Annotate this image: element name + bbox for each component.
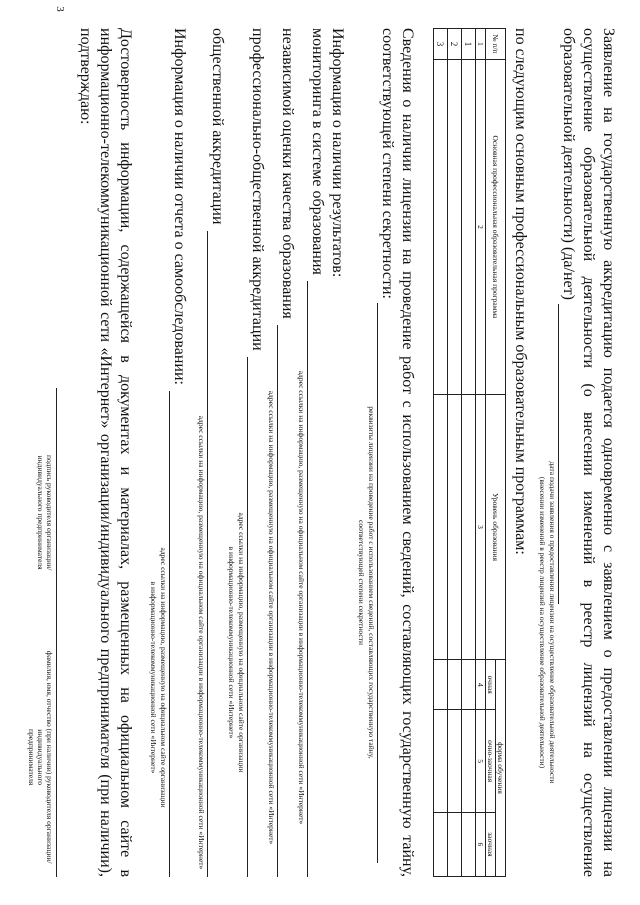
signature-row (27, 28, 57, 877)
signature-field[interactable] (27, 388, 57, 637)
row-num: 3 (434, 29, 448, 60)
extramural-cell[interactable] (434, 812, 448, 876)
license-caption-2: соответствующей степени секретности (357, 520, 366, 645)
col-level: Уровень образования (486, 395, 506, 660)
intro-text (558, 28, 618, 877)
license-field[interactable] (377, 303, 392, 863)
reliability-text: Достоверность информации, содержащейся в документах и материалах, размещенных на официальном сайте в информационно-телекоммуникационной сети «Интернет» организации/индивидуального предпринимателя (при наличии), подтверждаю: (77, 28, 134, 877)
name-field[interactable] (27, 637, 57, 877)
colnum-1: 1 (476, 29, 486, 60)
table-row (434, 29, 448, 877)
result-independent-caption: адрес ссылки на информацию, размещенную на официальном сайте организации в информационно-телекоммуникационной сети «Интернет» (267, 390, 276, 845)
level-cell[interactable] (448, 395, 462, 660)
result-monitoring-field[interactable] (307, 281, 323, 877)
intro-caption-1: дата подачи заявления о предоставлении лицензии на осуществление образовательной деятельности (548, 461, 557, 784)
colnum-5: 5 (476, 710, 486, 812)
self-exam-label: Информация о наличии отчета о самообследовании: (171, 28, 188, 385)
programs-table (433, 28, 506, 877)
intro-answer-field[interactable] (558, 304, 573, 604)
result-professional (227, 28, 267, 877)
license-paragraph: Сведения о наличии лицензии на проведение работ с использованием сведений, составляющих государственную тайну, соответствующей степени секретности: (379, 28, 416, 877)
license-text (377, 28, 417, 877)
col-extramural: заочная (486, 812, 496, 876)
colnum-3: 3 (476, 395, 486, 660)
col-program: Основная профессиональная образовательная программа (486, 60, 506, 395)
result-public (197, 28, 227, 877)
self-exam-block (149, 28, 189, 877)
table-row (448, 29, 462, 877)
signature-caption-1: подпись руководителя организации/ (45, 454, 54, 571)
program-cell[interactable] (434, 60, 448, 395)
colnum-6: 6 (476, 812, 486, 876)
result-monitoring (297, 28, 327, 877)
name-caption-1: фамилия, имя, отчество (при наличии) руководителя организации/индивидуального (36, 650, 54, 864)
part-time-cell[interactable] (434, 710, 448, 812)
result-public-label: общественной аккредитации (209, 28, 226, 225)
part-time-cell[interactable] (448, 710, 462, 812)
table-row (462, 29, 476, 877)
extramural-cell[interactable] (448, 812, 462, 876)
result-monitoring-label: мониторинга в системе образования (309, 28, 326, 275)
result-public-field[interactable] (207, 231, 223, 877)
programs-heading: по следующим основным профессиональным образовательным программам: (512, 28, 529, 555)
col-part-time: очно-заочная (486, 710, 496, 812)
result-professional-label: профессионально-общественной аккредитации (249, 28, 266, 351)
result-public-caption: адрес ссылки на информацию, размещенную на официальном сайте организации в информационно-телекоммуникационной сети «Интернет» (197, 415, 206, 870)
full-time-cell[interactable] (462, 660, 476, 710)
results-heading: Информация о наличии результатов: (329, 28, 346, 278)
col-num: № п/п (486, 29, 506, 60)
result-monitoring-caption: адрес ссылки на информацию, размещенную на официальном сайте организации в информационно-телекоммуникационной сети «Интернет» (297, 370, 306, 825)
row-num: 1 (462, 29, 476, 60)
name-caption-2: предпринимателя (27, 729, 36, 786)
intro-caption-2: (внесении изменений в реестр лицензий на осуществление образовательной деятельности) (538, 476, 547, 769)
self-exam-caption-1: адрес ссылки на информацию, размещенную на официальном сайте организации (159, 547, 168, 808)
intro-paragraph: Заявление на государственную аккредитацию подается одновременно с заявлением о предоставлении лицензии на осуществление образовательной деятельности (о внесении изменений в реестр лицензий на осуществление образовательной деятельности) (да/нет) (560, 28, 617, 877)
self-exam-field[interactable] (169, 391, 185, 877)
row-num: 2 (448, 29, 462, 60)
page-number: 3 (53, 6, 66, 12)
result-professional-field[interactable] (247, 357, 263, 877)
license-caption-1: реквизиты лицензии на проведение работ с использованием сведений, составляющих государственную тайну, (367, 406, 376, 759)
program-cell[interactable] (448, 60, 462, 395)
result-independent-label: независимой оценки качества образования (279, 28, 296, 319)
full-time-cell[interactable] (448, 660, 462, 710)
self-exam-caption-2: в информационно-телекоммуникационной сети «Интернет» (149, 581, 158, 774)
colnum-2: 2 (476, 60, 486, 395)
col-form: форма обучения (496, 660, 506, 877)
part-time-cell[interactable] (462, 710, 476, 812)
level-cell[interactable] (434, 395, 448, 660)
col-full-time: очная (486, 660, 496, 710)
extramural-cell[interactable] (462, 812, 476, 876)
signature-caption-2: индивидуального предпринимателя (36, 455, 45, 570)
program-cell[interactable] (462, 60, 476, 395)
full-time-cell[interactable] (434, 660, 448, 710)
result-professional-caption-2: в информационно-телекоммуникационной сети «Интернет» (227, 546, 236, 739)
level-cell[interactable] (462, 395, 476, 660)
license-block (357, 28, 417, 877)
result-professional-caption-1: адрес ссылки на информацию, размещенную на официальном сайте организации (237, 512, 246, 773)
intro-block (538, 28, 618, 877)
result-independent (267, 28, 297, 877)
result-independent-field[interactable] (277, 325, 293, 877)
colnum-4: 4 (476, 660, 486, 710)
